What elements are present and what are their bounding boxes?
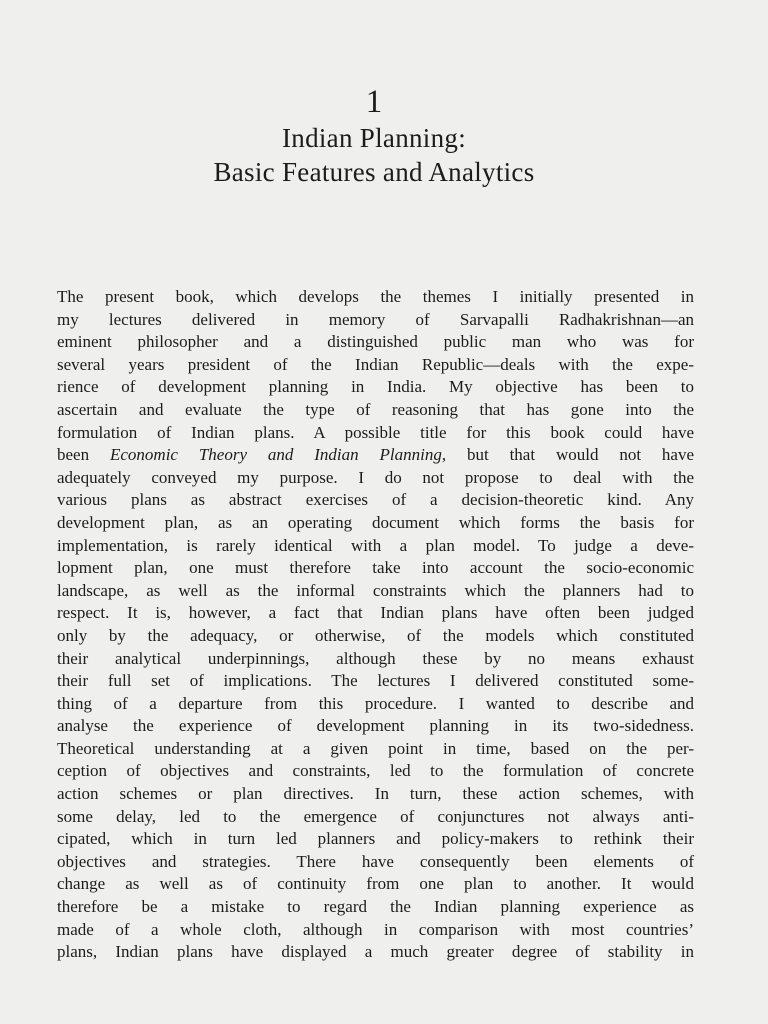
body-paragraph: [57, 286, 694, 964]
text-line: respect. It is, however, a fact that Indian plans have often been judged: [57, 603, 694, 623]
text-line: action schemes or plan directives. In turn, these action schemes, with: [57, 784, 694, 804]
chapter-number: 1: [365, 84, 383, 120]
text-line: plans, Indian plans have displayed a much greater degree of stability in: [57, 942, 694, 962]
text-line: my lectures delivered in memory of Sarvapalli Radhakrishnan—an: [57, 309, 694, 329]
text-line: landscape, as well as the informal constraints which the planners had to: [57, 580, 694, 600]
text-line: several years president of the Indian Republic—deals with the expe-: [57, 354, 694, 374]
text-line: their full set of implications. The lectures I delivered constituted some-: [57, 671, 694, 691]
text-line: The present book, which develops the themes I initially presented in: [57, 287, 694, 306]
chapter-title-line-1: Indian Planning:: [281, 123, 467, 153]
text-line: Theoretical understanding at a given point in time, based on the per-: [57, 738, 694, 758]
text-line: thing of a departure from this procedure. I wanted to describe and: [57, 693, 694, 713]
text-line-with-title: [57, 444, 694, 467]
text-line: eminent philosopher and a distinguished public man who was for: [57, 332, 694, 352]
text-line: implementation, is rarely identical with a plan model. To judge a deve-: [57, 535, 694, 555]
text-line: various plans as abstract exercises of a decision-theoretic kind. Any: [57, 490, 694, 510]
text-line: change as well as of continuity from one plan to another. It would: [57, 874, 694, 894]
book-title-italic: Economic Theory and Indian Planning: [109, 445, 442, 465]
text-line: their analytical underpinnings, although these by no means exhaust: [57, 648, 694, 668]
text-segment: been: [57, 445, 90, 465]
text-line: adequately conveyed my purpose. I do not propose to deal with the: [57, 467, 694, 487]
chapter-title-line-2: Basic Features and Analytics: [213, 157, 535, 187]
text-line: only by the adequacy, or otherwise, of the models which constituted: [57, 625, 694, 645]
text-line: development plan, as an operating document which forms the basis for: [57, 512, 694, 532]
text-line: therefore be a mistake to regard the Indian planning experience as: [57, 897, 694, 917]
text-line: ascertain and evaluate the type of reasoning that has gone into the: [57, 399, 694, 419]
text-line: rience of development planning in India. My objective has been to: [57, 377, 694, 397]
text-line: objectives and strategies. There have consequently been elements of: [57, 851, 694, 871]
text-line: cipated, which in turn led planners and policy-makers to rethink their: [57, 829, 694, 849]
text-line: formulation of Indian plans. A possible title for this book could have: [57, 422, 694, 442]
text-line: made of a whole cloth, although in comparison with most countries’: [57, 919, 694, 939]
text-line: some delay, led to the emergence of conjunctures not always anti-: [57, 806, 694, 826]
text-segment: , but that would not have: [441, 445, 695, 465]
text-line: lopment plan, one must therefore take into account the socio-economic: [57, 558, 694, 578]
text-line: analyse the experience of development planning in its two-sidedness.: [57, 716, 694, 736]
chapter-title: [0, 121, 748, 189]
text-line: ception of objectives and constraints, led to the formulation of concrete: [57, 761, 694, 781]
